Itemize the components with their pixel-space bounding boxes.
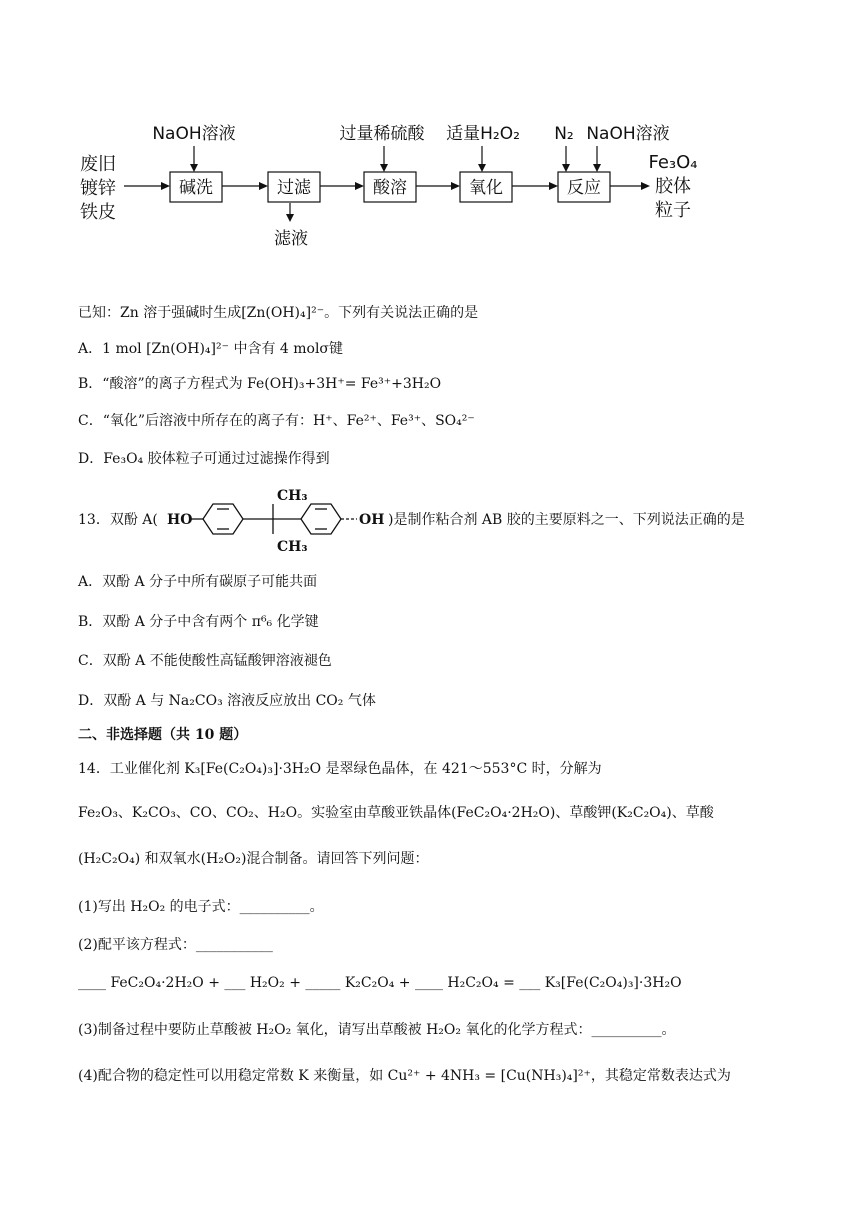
q14-part-2: (2)配平该方程式：___________ [78,937,273,953]
flow-step-filter: 过滤 [277,178,311,198]
flow-reagent-wash: NaOH溶液 [152,124,236,144]
q14-part-1: (1)写出 H₂O₂ 的电子式：__________。 [78,899,324,915]
flow-filtrate: 滤液 [274,229,308,249]
struct-ch3-bottom: CH₃ [277,539,308,555]
q14-equation: ____ FeC₂O₄·2H₂O + ___ H₂O₂ + _____ K₂C₂O₄ + ____ H₂C₂O₄ = ___ K₃[Fe(C₂O₄)₃]·3H₂O [78,975,682,991]
q13-option-b: B．双酚 A 分子中含有两个 π⁶₆ 化学键 [78,614,319,630]
struct-ch3-top: CH₃ [277,488,308,504]
flow-output-line-3: 粒子 [655,200,691,221]
q13-stem-start: 13．双酚 A( [78,512,158,528]
struct-oh: OH [359,512,385,528]
process-flowchart [0,0,860,270]
q14-part-3: (3)制备过程中要防止草酸被 H₂O₂ 氧化，请写出草酸被 H₂O₂ 氧化的化学方程式：__________。 [78,1022,676,1038]
section-heading: 二、非选择题（共 10 题） [78,727,248,743]
q14-stem-line-1: 14．工业催化剂 K₃[Fe(C₂O₄)₃]·3H₂O 是翠绿色晶体，在 421～553°C 时，分解为 [78,761,602,777]
flow-step-oxidize: 氧化 [469,178,503,198]
flow-step-dissolve: 酸溶 [373,178,407,198]
bisphenol-a-structure [165,484,387,556]
flow-reagent-dissolve: 过量稀硫酸 [339,124,425,144]
flow-output-line-2: 胶体 [655,176,691,197]
q12-option-c: C．“氧化”后溶液中所存在的离子有：H⁺、Fe²⁺、Fe³⁺、SO₄²⁻ [78,413,475,429]
flow-output-line-1: Fe₃O₄ [648,152,698,173]
q12-given: 已知：Zn 溶于强碱时生成[Zn(OH)₄]²⁻。下列有关说法正确的是 [78,305,479,321]
struct-bonds [191,504,357,534]
q13-option-c: C．双酚 A 不能使酸性高锰酸钾溶液褪色 [78,653,332,669]
flow-reagent-n2: N₂ [554,124,574,144]
q13-option-a: A．双酚 A 分子中所有碳原子可能共面 [78,574,318,590]
struct-ho: HO [167,512,193,528]
flow-reagent-naoh: NaOH溶液 [586,124,670,144]
flow-reagent-oxidize: 适量H₂O₂ [446,124,520,144]
flow-input-line-3: 铁皮 [80,202,116,223]
q14-part-4: (4)配合物的稳定性可以用稳定常数 K 来衡量，如 Cu²⁺ + 4NH₃ = [Cu(NH₃)₄]²⁺，其稳定常数表达式为 [78,1068,731,1084]
q13-option-d: D．双酚 A 与 Na₂CO₃ 溶液反应放出 CO₂ 气体 [78,693,376,709]
flow-input-line-1: 废旧 [80,154,116,175]
q12-option-d: D．Fe₃O₄ 胶体粒子可通过过滤操作得到 [78,451,330,467]
flow-step-wash: 碱洗 [179,178,213,198]
flow-input-line-2: 镀锌 [80,178,116,199]
q12-option-b: B．“酸溶”的离子方程式为 Fe(OH)₃+3H⁺= Fe³⁺+3H₂O [78,376,442,392]
flow-step-react: 反应 [567,178,601,198]
q13-stem-end: )是制作粘合剂 AB 胶的主要原料之一、下列说法正确的是 [388,512,745,528]
q14-stem-line-2: Fe₂O₃、K₂CO₃、CO、CO₂、H₂O。实验室由草酸亚铁晶体(FeC₂O₄·2H₂O)、草酸钾(K₂C₂O₄)、草酸 [78,805,714,821]
q14-stem-line-3: (H₂C₂O₄) 和双氧水(H₂O₂)混合制备。请回答下列问题： [78,851,429,867]
q12-option-a: A．1 mol [Zn(OH)₄]²⁻ 中含有 4 molσ键 [78,341,343,357]
